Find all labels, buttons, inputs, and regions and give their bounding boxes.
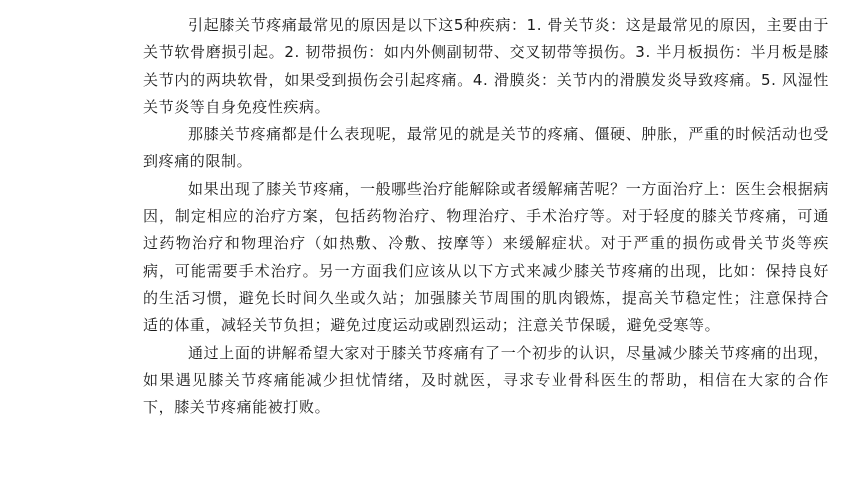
paragraph-symptoms: 那膝关节疼痛都是什么表现呢，最常见的就是关节的疼痛、僵硬、肿胀，严重的时候活动也受到疼痛的限制。 xyxy=(143,125,829,171)
article-body xyxy=(143,12,829,421)
paragraph-conclusion: 通过上面的讲解希望大家对于膝关节疼痛有了一个初步的认识，尽量减少膝关节疼痛的出现，如果遇见膝关节疼痛能减少担忧情绪，及时就医，寻求专业骨科医生的帮助，相信在大家的合作下，膝关节疼痛能被打败。 xyxy=(143,343,829,417)
paragraph-treatment: 如果出现了膝关节疼痛，一般哪些治疗能解除或者缓解痛苦呢？一方面治疗上：医生会根据病因，制定相应的治疗方案，包括药物治疗、物理治疗、手术治疗等。对于轻度的膝关节疼痛，可通过药物治疗和物理治疗（如热敷、冷敷、按摩等）来缓解症状。对于严重的损伤或骨关节炎等疾病，可能需要手术治疗。另一方面我们应该从以下方式来减少膝关节疼痛的出现，比如：保持良好的生活习惯，避免长时间久坐或久站；加强膝关节周围的肌肉锻炼，提高关节稳定性；注意保持合适的体重，减轻关节负担；避免过度运动或剧烈运动；注意关节保暖，避免受寒等。 xyxy=(143,179,829,335)
paragraph-causes: 引起膝关节疼痛最常见的原因是以下这5种疾病：1. 骨关节炎：这是最常见的原因，主要由于关节软骨磨损引起。2. 韧带损伤：如内外侧副韧带、交叉韧带等损伤。3. 半月板损伤：半月板是膝关节内的两块软骨，如果受到损伤会引起疼痛。4. 滑膜炎：关节内的滑膜发炎导致疼痛。5. 风湿性关节炎等自身免疫性疾病。 xyxy=(143,16,829,116)
